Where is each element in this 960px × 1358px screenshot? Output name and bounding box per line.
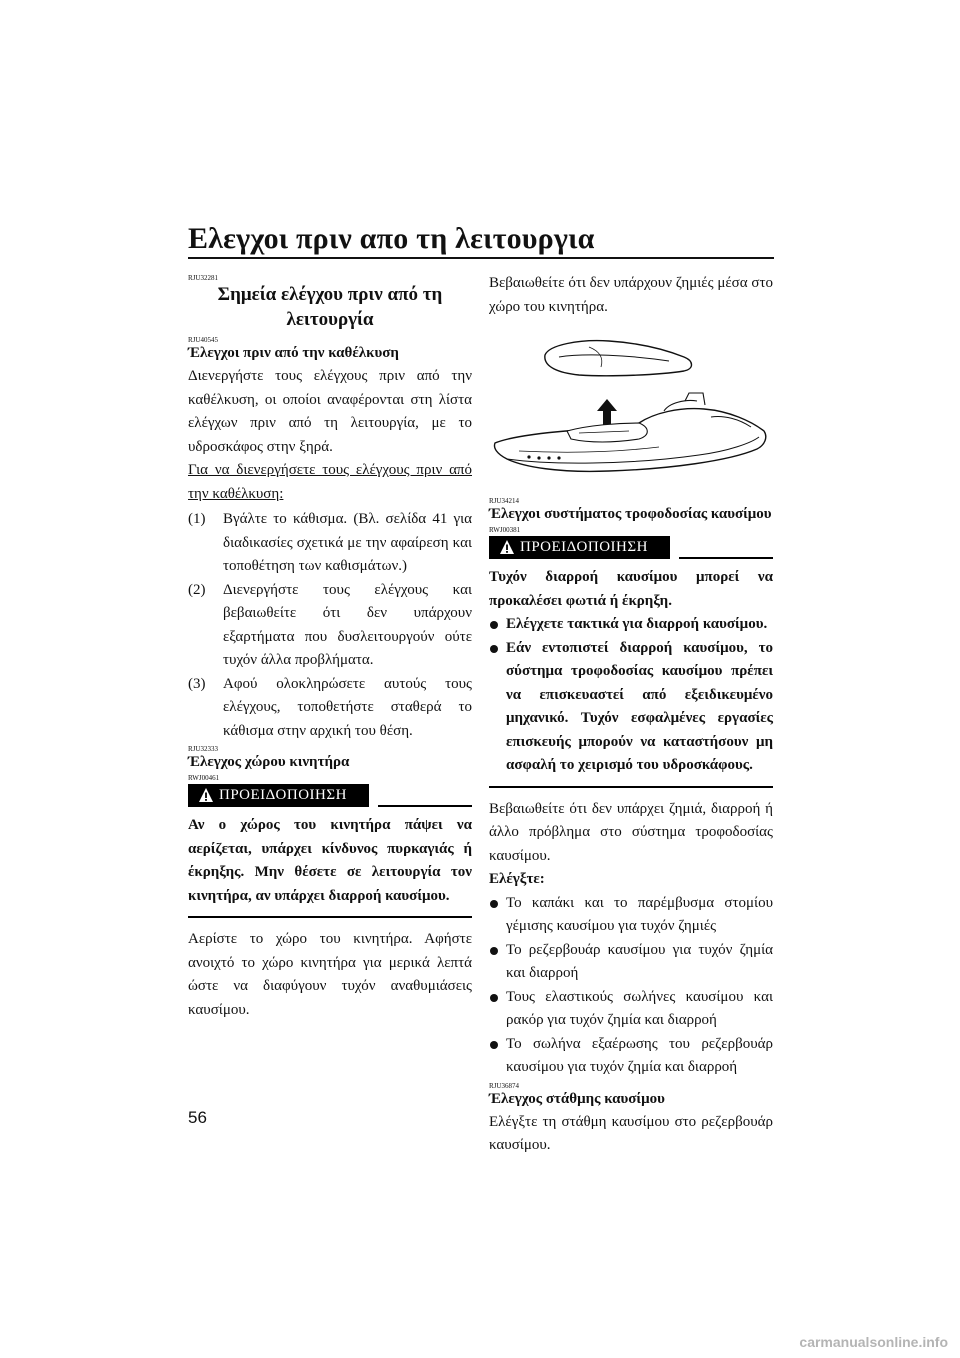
warning-text: Αν ο χώρος του κινητήρα πάψει να αερίζεται, υπάρχει κίνδυνος πυρκαγιάς ή έκρηξης. Μην θέσετε σε λειτουργία τον κινητήρα, αν υπάρχει διαρροή καυσίμου. <box>188 817 472 904</box>
step-item: (3) Αφού ολοκληρώσετε αυτούς τους ελέγχους, τοποθετήστε σταθερά το κάθισμα στην αρχική του θέση. <box>188 675 472 739</box>
warning-code: RWJ00381 <box>489 526 521 534</box>
step-item: (1) Βγάλτε το κάθισμα. (Βλ. σελίδα 41 για διαδικασίες σχετικά με την αφαίρεση και τοποθέτηση των καθισμάτων.) <box>188 511 472 574</box>
page-header-title: Ελεγχοι πριν απο τη λειτουργια <box>188 222 595 255</box>
page-number: 56 <box>188 1108 207 1127</box>
watercraft-seat-removal-illustration <box>489 327 773 487</box>
warning-rule <box>679 557 773 559</box>
warning-header <box>188 784 472 808</box>
right-column <box>489 272 773 1158</box>
subsection-title-fuel-level: Έλεγχος στάθμης καυσίμου <box>489 1090 665 1107</box>
bullet-icon <box>490 621 498 629</box>
warning-triangle-icon <box>499 539 515 555</box>
list-item: Το καπάκι και το παρέμβυσμα στομίου γέμισης καυσίμου για τυχόν ζημιές <box>489 892 773 939</box>
bullet-icon <box>490 947 498 955</box>
step-list <box>188 508 472 743</box>
list-item: Ελέγχετε τακτικά για διαρροή καυσίμου. <box>489 613 773 637</box>
fuel-system-paragraph: Βεβαιωθείτε ότι δεν υπάρχει ζημιά, διαρροή ή άλλο πρόβλημα στο σύστημα τροφοδοσίας καυσίμου. <box>489 800 773 864</box>
fuel-level-paragraph: Ελέγξτε τη στάθμη καυσίμου στο ρεζερβουάρ καυσίμου. <box>489 1113 773 1153</box>
section-title-line-2: λειτουργία <box>286 309 374 330</box>
subsection-title-prelaunch: Έλεγχοι πριν από την καθέλκυση <box>188 345 399 361</box>
list-item: Τους ελαστικούς σωλήνες καυσίμου και ρακόρ για τυχόν ζημία και διαρροή <box>489 986 773 1033</box>
section-title-line-1: Σημεία ελέγχου πριν από τη <box>217 284 443 305</box>
warning-badge <box>188 784 369 807</box>
ref-code: RJU40545 <box>188 336 218 344</box>
warning-end-rule <box>489 786 773 788</box>
list-item: Εάν εντοπιστεί διαρροή καυσίμου, το σύστημα τροφοδοσίας καυσίμου πρέπει να επισκευαστεί από εξειδικευμένο μηχανικό. Τυχόν εσφαλμένες εργασίες επισκευής μπορούν να καταστήσουν μη ασφαλή το χειρισμό του υδροσκάφους. <box>489 637 773 778</box>
subsection-title-fuel-system: Έλεγχοι συστήματος τροφοδοσίας καυσίμου <box>489 506 772 522</box>
ref-code: RJU34214 <box>489 497 519 505</box>
warning-end-rule <box>188 916 472 918</box>
warning-triangle-icon <box>198 787 214 803</box>
bullet-icon <box>490 900 498 908</box>
warning-text: Τυχόν διαρροή καυσίμου μπορεί να προκαλέσει φωτιά ή έκρηξη. <box>489 569 773 609</box>
warning-bullet-list <box>489 613 773 778</box>
engine-check-paragraph: Βεβαιωθείτε ότι δεν υπάρχουν ζημιές μέσα στο χώρο του κινητήρα. <box>489 275 773 315</box>
watermark: carmanualsonline.info <box>799 1334 948 1350</box>
warning-label: ΠΡΟΕΙΔΟΠΟΙΗΣΗ <box>219 787 347 803</box>
engine-compartment-paragraph: Αερίστε το χώρο του κινητήρα. Αφήστε ανοιχτό το χώρο κινητήρα για μερικά λεπτά ώστε να διαφύγουν τυχόν αναθυμιάσεις καυσίμου. <box>188 931 472 1018</box>
header-rule <box>188 257 774 259</box>
warning-header <box>489 536 773 560</box>
warning-rule <box>378 805 472 807</box>
bullet-icon <box>490 645 498 653</box>
section-title <box>188 282 472 332</box>
warning-label: ΠΡΟΕΙΔΟΠΟΙΗΣΗ <box>520 539 648 555</box>
prelaunch-paragraph: Διενεργήστε τους ελέγχους πριν από την καθέλκυση, οι οποίοι αναφέρονται στη λίστα ελέγχων πριν από τη λειτουργία, με το υδροσκάφος στην ξηρά. <box>188 368 472 455</box>
bullet-icon <box>490 1041 498 1049</box>
warning-code: RWJ00461 <box>188 774 220 782</box>
subsection-title-engine-compartment: Έλεγχος χώρου κινητήρα <box>188 754 350 770</box>
list-item: Το σωλήνα εξαέρωσης του ρεζερβουάρ καυσίμου για τυχόν ζημία και διαρροή <box>489 1033 773 1080</box>
check-bullet-list <box>489 892 773 1080</box>
bullet-icon <box>490 994 498 1002</box>
left-column <box>188 272 472 1022</box>
list-item: Το ρεζερβουάρ καυσίμου για τυχόν ζημία και διαρροή <box>489 939 773 986</box>
watercraft-illustration <box>489 327 773 487</box>
ref-code: RJU36874 <box>489 1081 519 1090</box>
prelaunch-instruction: Για να διενεργήσετε τους ελέγχους πριν από την καθέλκυση: <box>188 462 472 502</box>
ref-code: RJU32281 <box>188 274 218 282</box>
check-label: Ελέγξτε: <box>489 871 545 887</box>
step-item: (2) Διενεργήστε τους ελέγχους και βεβαιωθείτε ότι δεν υπάρχουν εξαρτήματα που δυσλειτουργούν ούτε τυχόν άλλα προβλήματα. <box>188 581 472 668</box>
warning-badge <box>489 536 670 559</box>
ref-code: RJU32333 <box>188 745 218 753</box>
